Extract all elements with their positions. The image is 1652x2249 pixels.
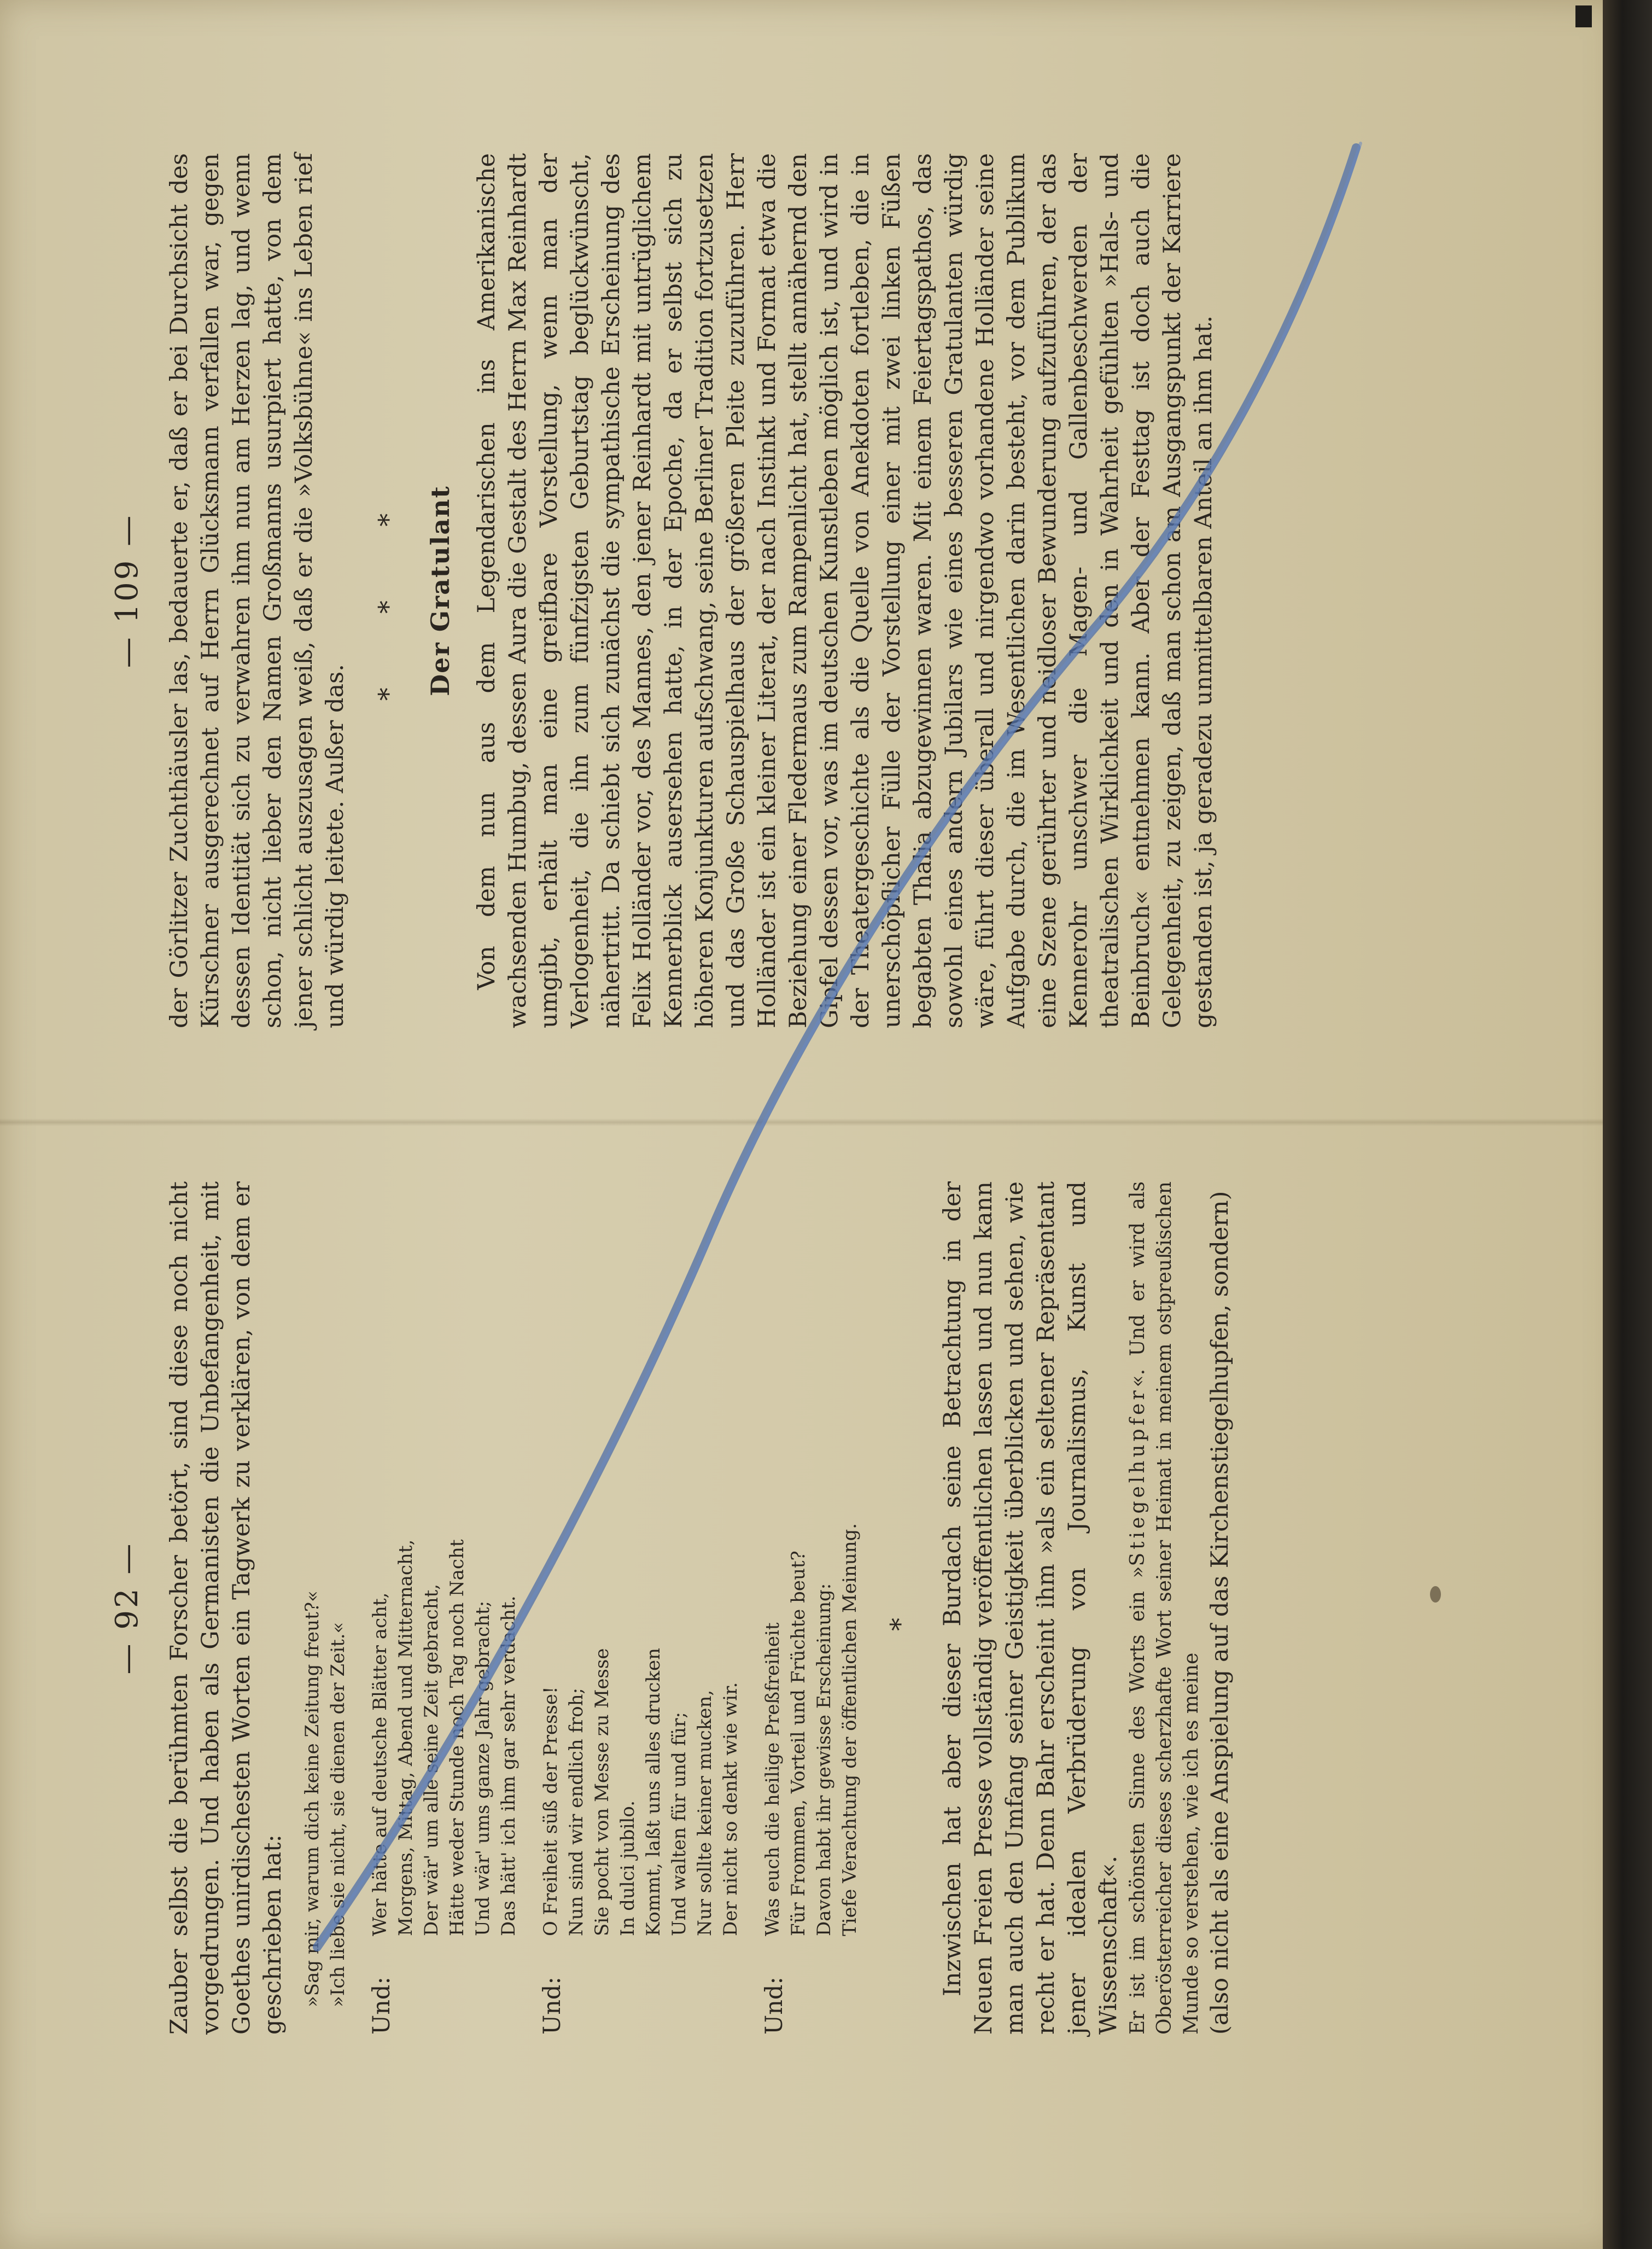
paragraph: Inzwischen hat aber dieser Burdach seine Betrachtung in der Neuen Freien Presse vollständig veröffentlichen lassen und nun kann man auch den Umfang seiner Geistigkeit überblicken und sehen, wie recht er hat. Denn Bahr erscheint ihm »als ein seltener Repräsentant jener idealen Verbrüderung von Journalismus, Kunst und Wissenschaft«.	[939, 1181, 1122, 2035]
page-number: — 109 —	[109, 513, 145, 668]
section-divider: *	[885, 1585, 915, 1631]
poem-line: Hätte weder Stunde noch Tag noch Nacht	[446, 1539, 468, 1936]
poem-line: In dulci jubilo.	[617, 1800, 639, 1936]
und-label: Und:	[539, 1977, 566, 2035]
und-label: Und:	[368, 1977, 395, 2035]
poem-line: Was euch die heilige Preßfreiheit	[762, 1622, 784, 1936]
small-paragraph	[1124, 1181, 1205, 2035]
couplet-line: »Ich liebe sie nicht, sie dienen der Zeit.«	[327, 1622, 349, 2007]
poem-line: Nun sind wir endlich froh;	[565, 1687, 587, 1936]
poem-line: Davon habt ihr gewisse Erscheinung:	[813, 1583, 835, 1936]
poem-block	[367, 1181, 522, 2035]
poem-line: Nur sollte keiner mucken,	[694, 1689, 716, 1936]
paragraph: (also nicht als eine Anspielung auf das Kirchenstiegelhupfen, sondern)	[1206, 1191, 1234, 2035]
poem	[538, 1648, 744, 1936]
paragraph: Von dem nun aus dem Legendarischen ins Amerikanische wachsenden Humbug, dessen Aura die Gestalt des Herrn Max Reinhardt umgibt, erhält man eine greifbare Vorstellung, wenn man der Verlogenheit, die ihn zum fünfzigsten Geburtstag beglückwünscht, nähertritt. Da schiebt sich zunächst die sympathische Erscheinung des Felix Holländer vor, des Mannes, den jener Reinhardt mit untrüglichem Kennerblick ausersehen hatte, in der Epoche, da er selbst sich zu höheren Konjunkturen aufschwang, seine Berliner Tradition fortzusetzen und das Große Schauspielhaus der größeren Pleite zuzuführen. Herr Holländer ist ein kleiner Literat, der nach Instinkt und Format etwa die Beziehung einer Fledermaus zum Rampenlicht hat, stellt annähernd den Gipfel dessen vor, was im deutschen Kunstleben möglich ist, und wird in der Theatergeschichte als die Quelle von Anekdoten fortleben, die in unerschöpflicher Fülle der Vorstellung einer mit zwei linken Füßen begabten Thalia abzugewinnen waren. Mit einem Feiertagspathos, das sowohl eines andern Jubilars wie eines besseren Gratulanten würdig wäre, führt dieser überall und nirgendwo vorhandene Holländer seine Aufgabe durch, die im Wesentlichen darin besteht, vor dem Publikum eine Szene gerührter und neidloser Bewunderung aufzuführen, der das Kennerohr unschwer die Magen- und Gallenbeschwerden der theatralischen Wirklichkeit und den in Wahrheit gefühlten »Hals- und Beinbruch« entnehmen kann. Aber der Festtag ist doch auch die Gelegenheit, zu zeigen, daß man schon am Ausgangspunkt der Karriere gestanden ist, ja geradezu unmittelbaren Anteil an ihm hat.	[473, 153, 1217, 1028]
page-number: — 92 —	[109, 1541, 145, 1675]
section-heading: Der Gratulant	[425, 485, 455, 696]
poem-block	[760, 1181, 863, 2035]
paragraph: Zauber selbst die berühmten Forscher betört, sind diese noch nicht vorgedrungen. Und haben als Germanisten die Unbefangenheit, mit Goethes unirdischesten Worten ein Tagwerk zu verklären, von dem er geschrieben hat:	[166, 1181, 287, 2035]
poem-line: Das hätt' ich ihm gar sehr verdacht.	[498, 1595, 519, 1936]
poem	[760, 1523, 863, 1936]
corner-mark	[1575, 5, 1592, 27]
page-92	[109, 1181, 1586, 2035]
poem-line: O Freiheit süß der Presse!	[540, 1686, 562, 1936]
section-divider: * * *	[373, 480, 404, 701]
poem-line: Morgens, Mittag, Abend und Mitternacht,	[395, 1539, 417, 1936]
spaced-word: Stiegelhupfer	[1126, 1387, 1149, 1566]
couplet-line: »Sag mir, warum dich keine Zeitung freut?«	[301, 1590, 323, 2007]
page-fold	[0, 1118, 1619, 1126]
page-109	[109, 153, 1586, 1028]
und-label: Und:	[761, 1977, 788, 2035]
poem-line: Der nicht so denkt wie wir.	[720, 1682, 742, 1936]
poem-line: Sie pocht von Messe zu Messe	[591, 1648, 613, 1936]
goethe-couplet	[300, 1181, 351, 2007]
poem-line: Wer hätte auf deutsche Blätter acht,	[369, 1592, 391, 1936]
poem-line: Tiefe Verachtung der öffentlichen Meinung.	[839, 1523, 861, 1936]
poem	[367, 1539, 522, 1936]
poem-line: Für Frommen, Vorteil und Früchte beut?	[787, 1551, 809, 1936]
poem-line: Und walten für und für;	[668, 1712, 690, 1936]
poem-line: Der wär' um alle seine Zeit gebracht,	[421, 1583, 442, 1936]
text-span: Er ist im schönsten Sinne des Worts ein »	[1126, 1566, 1149, 2035]
poem-line: Kommt, laßt uns alles drucken	[643, 1647, 664, 1936]
paragraph: der Görlitzer Zuchthäusler las, bedauerte er, daß er bei Durchsicht des Kürschner ausgerechnet auf Herrn Glücksmann verfallen war, gegen dessen Identität sich zu verwahren ihm nun am Herzen lag, und wenn schon, nicht lieber den Namen Großmanns usurpiert hatte, von dem jener schlicht auszusagen weiß, daß er die »Volksbühne« ins Leben rief und würdig leitete. Außer das.	[166, 153, 349, 1028]
binding-spine	[1603, 0, 1652, 2249]
text-span: «. Und er wird als Oberösterreicher dieses scherzhafte Wort seiner Heimat in meinem ostpreußischen Munde so verstehen, wie ich es meine	[1126, 1181, 1202, 2035]
poem-line: Und wär' ums ganze Jahr gebracht;	[472, 1600, 494, 1936]
poem-block	[538, 1181, 744, 2035]
